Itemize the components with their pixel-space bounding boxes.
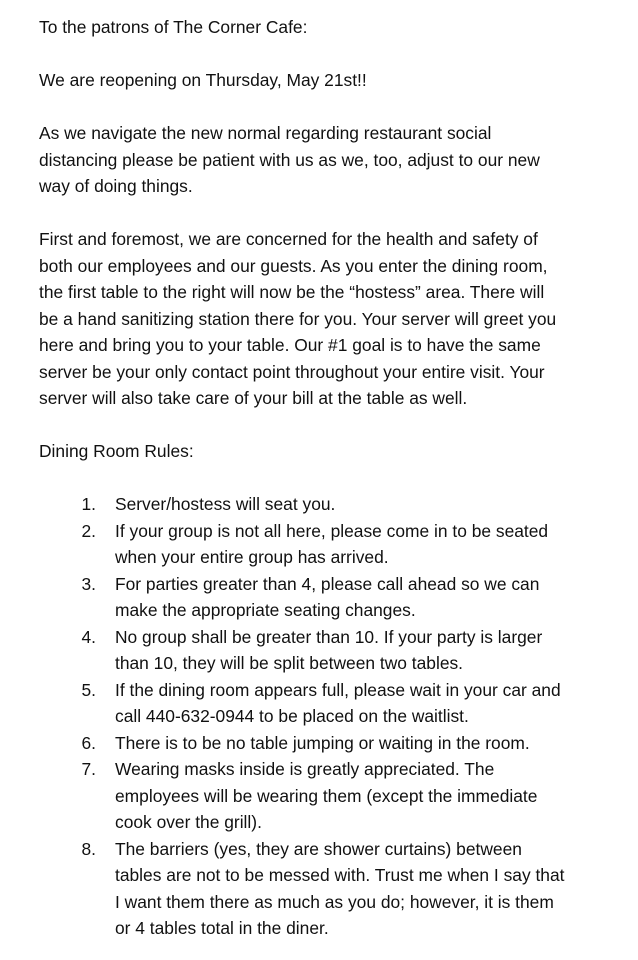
safety-paragraph-line: here and bring you to your table. Our #1 goal is to have the same (39, 335, 541, 355)
rules-heading: Dining Room Rules: (39, 441, 194, 461)
rule-text-line: make the appropriate seating changes. (115, 600, 416, 620)
rule-text-line: No group shall be greater than 10. If your party is larger (115, 626, 543, 647)
rule-text-line: employees will be wearing them (except the immediate (115, 785, 538, 806)
rule-number: 8. (81, 838, 96, 859)
rule-number: 6. (81, 732, 96, 753)
safety-paragraph-line: both our employees and our guests. As you enter the dining room, (39, 255, 548, 276)
rule-text-line: when your entire group has arrived. (115, 547, 389, 567)
rule-text-line: or 4 tables total in the diner. (115, 918, 329, 938)
rule-text-line: For parties greater than 4, please call ahead so we can (115, 573, 540, 594)
rule-number: 5. (81, 679, 96, 700)
rule-number: 4. (81, 626, 96, 647)
greeting-line: To the patrons of The Corner Cafe: (39, 17, 308, 37)
reopening-announcement: We are reopening on Thursday, May 21st!! (39, 70, 367, 90)
rule-number: 2. (81, 520, 96, 541)
rule-text-line: There is to be no table jumping or waiting in the room. (115, 732, 530, 753)
rule-text-line: If your group is not all here, please come in to be seated (115, 520, 549, 541)
safety-paragraph-line: server be your only contact point throughout your entire visit. Your (39, 361, 545, 382)
rule-text-line: The barriers (yes, they are shower curtains) between (115, 838, 522, 859)
safety-paragraph-line: First and foremost, we are concerned for the health and safety of (39, 229, 538, 249)
rule-text-line: tables are not to be messed with. Trust me when I say that (115, 865, 565, 885)
rule-text-line: cook over the grill). (115, 812, 262, 832)
intro-paragraph-line: way of doing things. (39, 176, 193, 196)
rule-text-line: Server/hostess will seat you. (115, 494, 336, 514)
intro-paragraph-line: distancing please be patient with us as we, too, adjust to our new (39, 149, 540, 170)
safety-paragraph-line: be a hand sanitizing station there for you. Your server will greet you (39, 308, 557, 329)
rule-number: 1. (81, 494, 96, 514)
safety-paragraph-line: server will also take care of your bill at the table as well. (39, 388, 468, 408)
rule-text-line: than 10, they will be split between two tables. (115, 653, 464, 673)
safety-paragraph-line: the first table to the right will now be the “hostess” area. There will (39, 282, 545, 302)
rule-text-line: If the dining room appears full, please wait in your car and (115, 679, 561, 700)
rule-number: 7. (81, 759, 96, 779)
rule-text-line: I want them there as much as you do; however, it is them (115, 891, 554, 912)
intro-paragraph-line: As we navigate the new normal regarding restaurant social (39, 123, 492, 143)
rule-number: 3. (81, 573, 96, 594)
rule-text-line: call 440-632-0944 to be placed on the waitlist. (115, 706, 469, 726)
rule-text-line: Wearing masks inside is greatly appreciated. The (115, 759, 495, 779)
